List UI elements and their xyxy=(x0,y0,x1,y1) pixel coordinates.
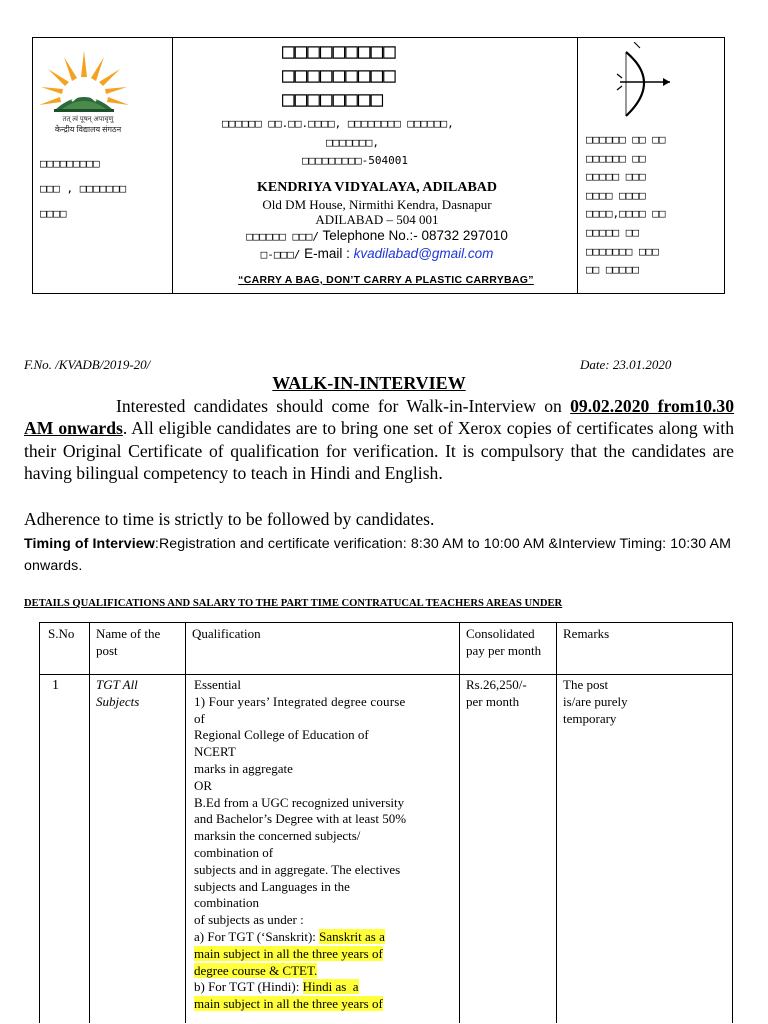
header-post-cell xyxy=(90,623,186,674)
qual-hindi-highlight-1: Hindi as a xyxy=(302,979,359,995)
qual-line: and Bachelor’s Degree with at least 50% xyxy=(194,811,407,827)
qual-line: marksin the concerned subjects/ xyxy=(194,828,361,844)
address-hindi-line-1: □□□□□□ □□.□□.□□□□, □□□□□□□□ □□□□□□, xyxy=(222,117,454,130)
row1-pay: Rs.26,250/- per month xyxy=(466,677,527,709)
right-hindi-line-7: □□□□□□□ □□□ xyxy=(586,244,659,258)
header-post: Name of the post xyxy=(96,626,161,658)
qual-line: marks in aggregate xyxy=(194,760,293,776)
header-remarks-cell xyxy=(557,623,732,674)
title-hindi-line-2: □□□□□□□□□ xyxy=(282,63,396,87)
slogan: “CARRY A BAG, DON’T CARRY A PLASTIC CARRYBAG” xyxy=(238,274,534,286)
left-hindi-line-2: □□□ , □□□□□□□ xyxy=(40,182,127,195)
interview-date: 09.02.2020 from10.30 AM onwards xyxy=(24,396,734,439)
right-hindi-line-2: □□□□□□ □□ xyxy=(586,151,646,165)
kvs-logo-text: केन्द्रीय विद्यालय संगठन xyxy=(54,125,122,134)
row1-qualification xyxy=(194,677,459,1013)
row1-pay-cell xyxy=(460,675,557,1023)
intro-rest: . All eligible candidates are to bring one set of Xerox copies of certificates along with their Original Certificate of qualification for verification. It is compulsory that the candidates are having bilingual competency to teach in Hindi and English. xyxy=(24,418,734,484)
qual-line: subjects and Languages in the xyxy=(194,878,350,894)
title-hindi-line-3: □□□□□□□□ xyxy=(282,87,384,111)
qual-line: combination xyxy=(194,895,259,911)
email-link[interactable]: kvadilabad@gmail.com xyxy=(353,246,494,261)
qual-line: OR xyxy=(194,777,213,793)
right-hindi-line-6: □□□□□ □□ xyxy=(586,225,639,239)
email-label: E-mail : xyxy=(300,246,354,261)
adherence-note: Adherence to time is strictly to be followed by candidates. xyxy=(24,509,435,529)
address-hindi-line-3: □□□□□□□□□-504001 xyxy=(302,154,408,167)
qual-line: of xyxy=(194,710,205,726)
header-qualification-cell xyxy=(186,623,460,674)
header-pay-cell xyxy=(460,623,557,674)
qual-sanskrit-line xyxy=(194,929,459,946)
email-line xyxy=(172,246,582,262)
right-hindi-line-4: □□□□ □□□□ xyxy=(586,188,646,202)
qual-sanskrit-highlight-3: degree course & CTET. xyxy=(194,962,318,978)
right-hindi-line-5: □□□□,□□□□ □□ xyxy=(586,207,666,221)
file-number: F.No. /KVADB/2019-20/ xyxy=(24,357,151,372)
school-name: KENDRIYA VIDYALAYA, ADILABAD xyxy=(256,180,498,195)
qual-line: of subjects as under : xyxy=(194,912,304,928)
address-hindi-line-2: □□□□□□□, xyxy=(326,136,379,149)
qual-line: B.Ed from a UGC recognized university xyxy=(194,794,405,810)
address-line-2: ADILABAD – 504 001 xyxy=(315,212,439,227)
details-heading: DETAILS QUALIFICATIONS AND SALARY TO THE PART TIME CONTRATUCAL TEACHERS AREAS UNDER xyxy=(24,598,563,609)
row1-post-cell xyxy=(90,675,186,1023)
qual-line: Regional College of Education of xyxy=(194,727,369,743)
right-hindi-line-3: □□□□□ □□□ xyxy=(586,170,646,184)
kvs-logo-motto: तत् त्वं पूषन् अपावृणु xyxy=(62,115,114,123)
intro-paragraph xyxy=(24,395,734,485)
qual-sanskrit-highlight-1: Sanskrit as a xyxy=(319,928,385,944)
timing-label: Timing of Interview xyxy=(24,536,155,552)
qual-line: Essential xyxy=(194,677,241,692)
qual-sanskrit-line-3 xyxy=(194,963,459,980)
qual-hindi-prefix: b) For TGT (Hindi): xyxy=(194,979,303,995)
phone-line xyxy=(172,228,582,244)
letter-date: Date: 23.01.2020 xyxy=(580,357,672,372)
header-sno: S.No xyxy=(48,626,75,641)
left-hindi-line-1: □□□□□□□□□ xyxy=(40,157,100,170)
row1-sno-cell xyxy=(40,675,90,1023)
table-header-row xyxy=(40,623,732,675)
phone-hindi-prefix: □□□□□□ □□□/ xyxy=(246,230,319,243)
phone-number: Telephone No.:- 08732 297010 xyxy=(318,228,508,243)
qual-sanskrit-highlight-2: main subject in all the three years of xyxy=(194,945,383,961)
email-hindi-prefix: □-□□□/ xyxy=(260,248,301,261)
qual-line: subjects and in aggregate. The electives xyxy=(194,861,401,877)
address-line-1: Old DM House, Nirmithi Kendra, Dasnapur xyxy=(262,197,492,212)
timing-paragraph xyxy=(24,533,764,577)
intro-start: Interested candidates should come for Walk-in-Interview on xyxy=(116,396,571,416)
qual-hindi-line xyxy=(194,979,459,996)
qual-hindi-highlight-2: main subject in all the three years of xyxy=(194,996,383,1012)
left-hindi-line-3: □□□□ xyxy=(40,207,67,220)
bow-arrow-emblem xyxy=(614,42,674,122)
header-qualification: Qualification xyxy=(192,626,261,641)
qual-sanskrit-line-2 xyxy=(194,946,459,963)
table-row xyxy=(40,675,732,1023)
row1-remarks-cell xyxy=(557,675,732,1023)
qual-line: 1) Four years’ Integrated degree course xyxy=(194,693,406,709)
qual-hindi-line-2 xyxy=(194,996,459,1013)
row1-remarks: The post is/are purely temporary xyxy=(563,677,628,726)
qual-line: NCERT xyxy=(194,744,236,760)
qual-sanskrit-prefix: a) For TGT (‘Sanskrit): xyxy=(194,928,320,944)
qualification-table xyxy=(39,622,733,1023)
right-hindi-line-8: □□ □□□□□ xyxy=(586,263,639,277)
right-hindi-block xyxy=(586,133,665,282)
header-pay: Consolidated pay per month xyxy=(466,626,542,658)
header-remarks: Remarks xyxy=(563,626,610,641)
qual-line: combination of xyxy=(194,844,274,860)
right-hindi-line-1: □□□□□□ □□ □□ xyxy=(586,133,666,146)
timing-text: :Registration and certificate verification: 8:30 AM to 10:00 AM &Interview Timing: 10:30 AM onwards. xyxy=(24,536,764,574)
row1-sno: 1 xyxy=(52,678,59,693)
page-heading: WALK-IN-INTERVIEW xyxy=(272,373,466,393)
title-hindi-line-1: □□□□□□□□□ xyxy=(282,39,396,63)
header-sno-cell xyxy=(40,623,90,674)
row1-qualification-cell xyxy=(186,675,460,1023)
row1-post: TGT All Subjects xyxy=(96,677,140,709)
